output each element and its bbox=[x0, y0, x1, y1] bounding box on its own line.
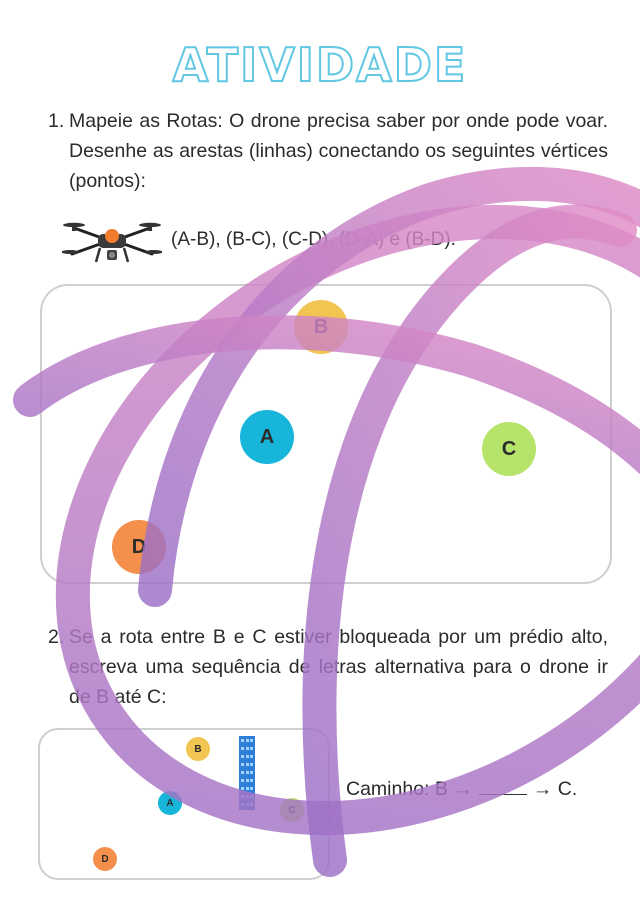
path-suffix: → C. bbox=[532, 778, 578, 800]
mini-vertex-c: C bbox=[280, 798, 304, 822]
vertex-b[interactable]: B bbox=[294, 300, 348, 354]
vertex-pairs: (A-B), (B-C), (C-D), (D-A) e (B-D). bbox=[171, 229, 456, 250]
building-icon bbox=[239, 736, 255, 810]
page-title: ATIVIDADE bbox=[172, 38, 468, 92]
question-1-text: Mapeie as Rotas: O drone precisa saber por onde pode voar. Desenhe as arestas (linhas) conectando os seguintes vértices (pontos): bbox=[69, 110, 608, 192]
drone-icon bbox=[62, 214, 162, 272]
vertex-a[interactable]: A bbox=[240, 410, 294, 464]
question-1-number: 1. bbox=[48, 110, 65, 132]
mini-vertex-b: B bbox=[186, 737, 210, 761]
question-2-number: 2. bbox=[48, 626, 65, 648]
path-prefix: Caminho: B → bbox=[346, 778, 473, 800]
question-2-text: Se a rota entre B e C estiver bloqueada por um prédio alto, escreva uma sequência de letras alternativa para o drone ir de B até C: bbox=[69, 626, 608, 708]
path-blank-field[interactable] bbox=[479, 776, 527, 795]
mini-vertex-a: A bbox=[158, 791, 182, 815]
question-2 bbox=[48, 622, 608, 712]
vertex-c[interactable]: C bbox=[482, 422, 536, 476]
mini-vertex-d: D bbox=[93, 847, 117, 871]
vertex-d[interactable]: D bbox=[112, 520, 166, 574]
question-1 bbox=[48, 106, 608, 196]
path-answer bbox=[346, 776, 577, 801]
